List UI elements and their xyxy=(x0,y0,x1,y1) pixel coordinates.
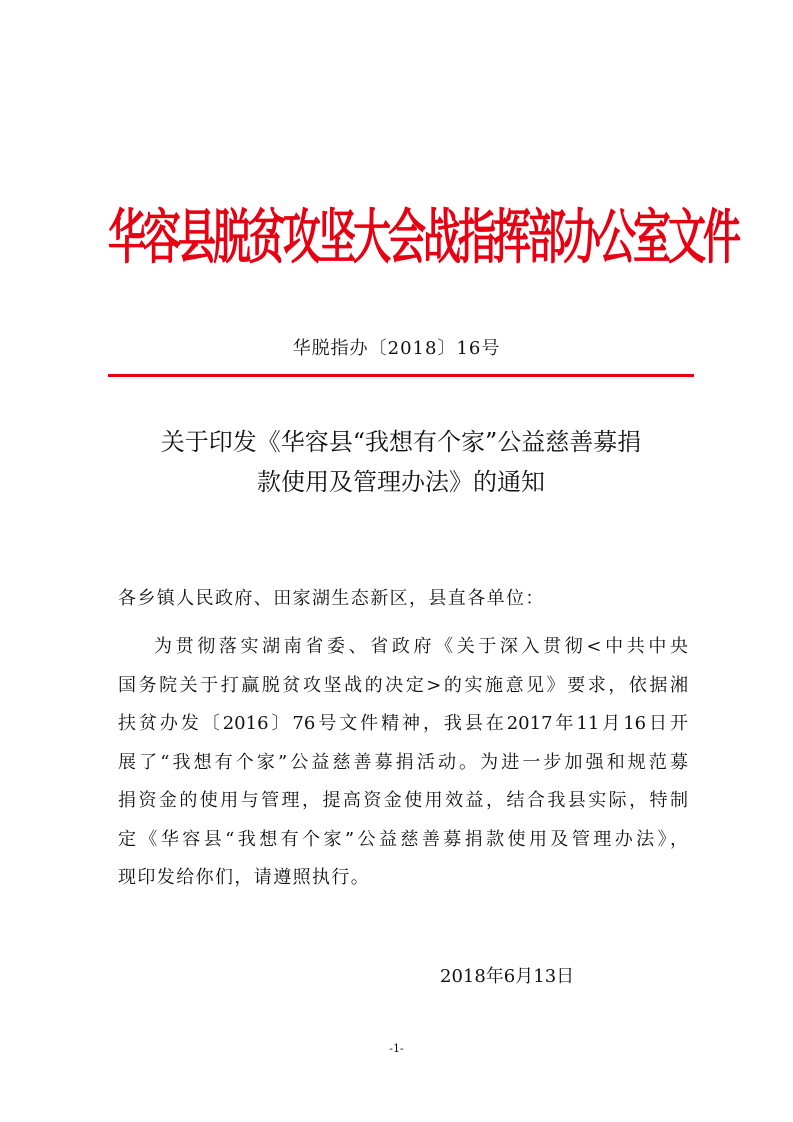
title-line-1: 关于印发《华容县“我想有个家”公益慈善募捐 xyxy=(160,428,642,456)
body-line: 捐资金的使用与管理，提高资金使用效益，结合我县实际，特制 xyxy=(118,790,688,811)
body-line: 为贯彻落实湖南省委、省政府《关于深入贯彻<中共中央 xyxy=(154,636,688,657)
document-number: 华脱指办〔2018〕16号 xyxy=(292,338,501,359)
addressee: 各乡镇人民政府、田家湖生态新区，县直各单位： xyxy=(118,588,545,609)
red-separator-rule xyxy=(108,374,694,377)
body-line: 定《华容县“我想有个家”公益慈善募捐款使用及管理办法》， xyxy=(118,828,688,850)
body-line: 展了“我想有个家”公益慈善募捐活动。为进一步加强和规范募 xyxy=(118,751,688,773)
body-line: 扶贫办发〔2016〕76号文件精神，我县在2017年11月16日开 xyxy=(118,713,688,734)
title-line-2: 款使用及管理办法》的通知 xyxy=(257,468,545,496)
page-number: -1- xyxy=(389,1042,404,1055)
body-paragraph xyxy=(118,628,688,898)
document-date: 2018年6月13日 xyxy=(440,966,575,987)
document-title xyxy=(108,422,694,502)
body-line: 国务院关于打赢脱贫攻坚战的决定>的实施意见》要求，依据湘 xyxy=(118,674,688,696)
issuing-office-header: 华容县脱贫攻坚大会战指挥部办公室文件 xyxy=(108,203,739,272)
body-line: 现印发给你们，请遵照执行。 xyxy=(118,867,371,888)
